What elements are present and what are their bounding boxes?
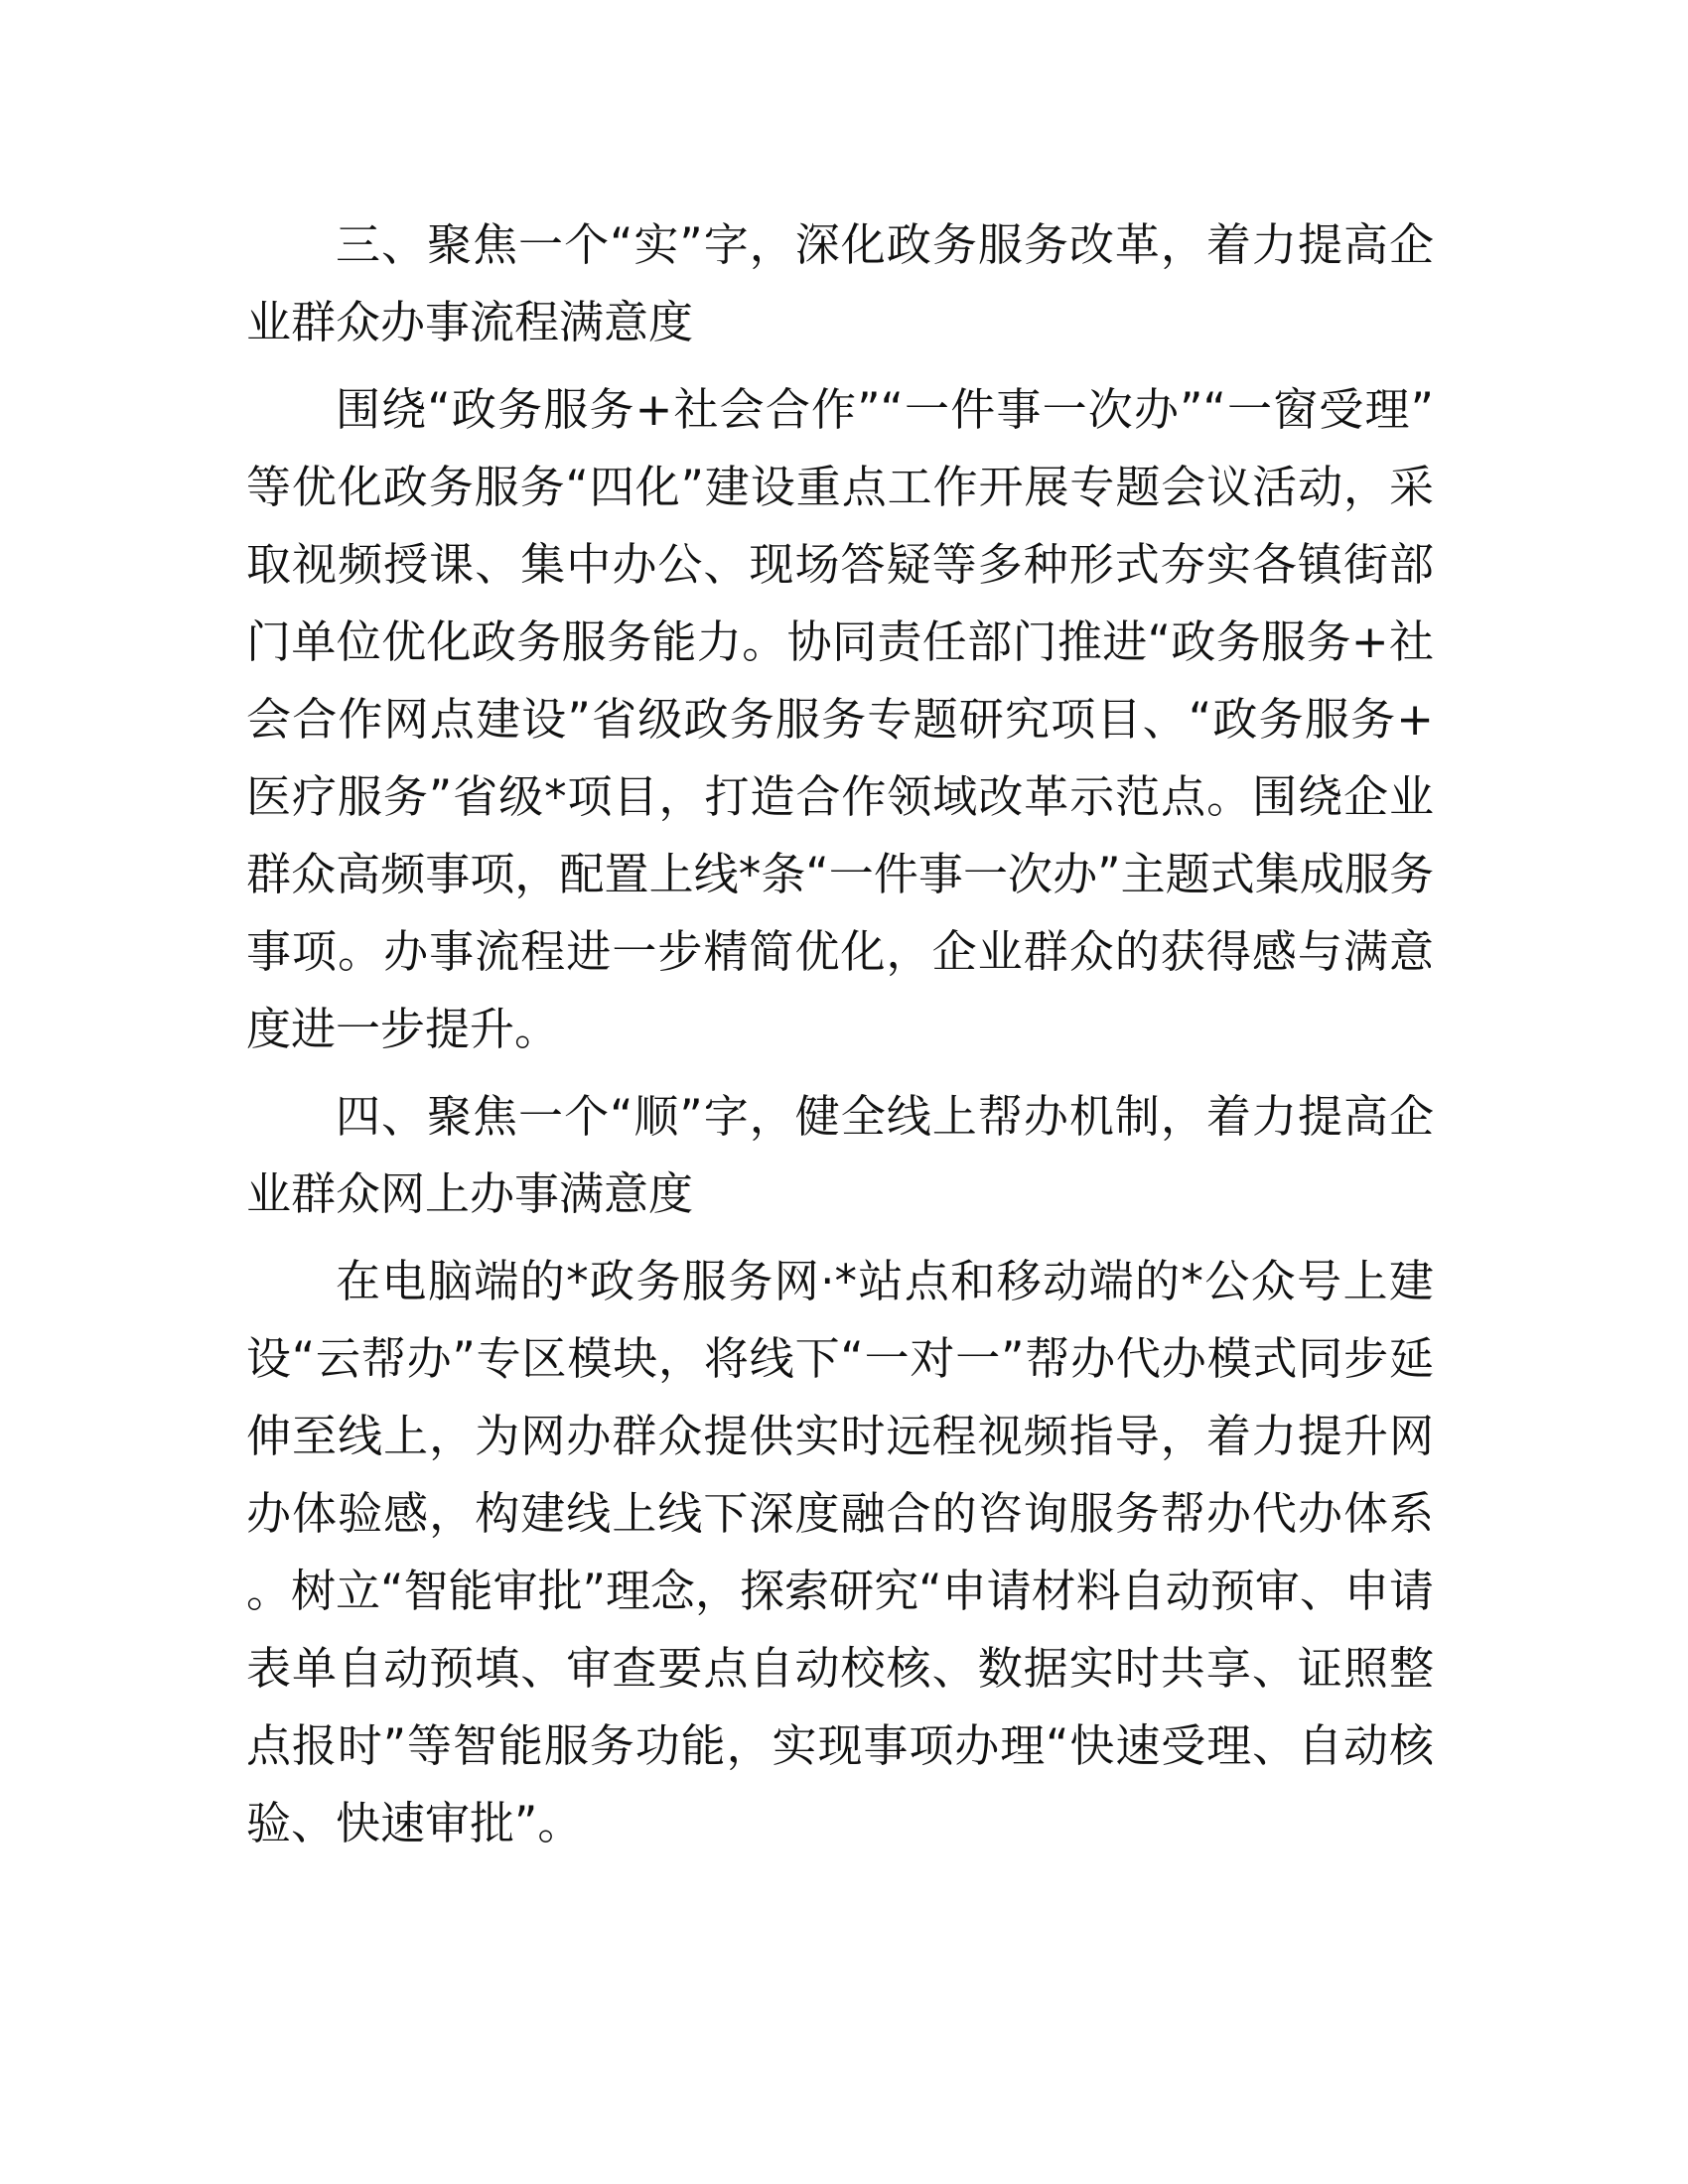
section-body-3: 围绕“政务服务+社会合作”“一件事一次办”“一窗受理”等优化政务服务“四化”建设重点工作开展专题会议活动，采取视频授课、集中办公、现场答疑等多种形式夯实各镇街部门单位优化政务服务能力。协同责任部门推进“政务服务+社会合作网点建设”省级政务服务专题研究项目、“政务服务+医疗服务”省级*项目，打造合作领域改革示范点。围绕企业群众高频事项，配置上线*条“一件事一次办”主题式集成服务事项。办事流程进一步精简优化，企业群众的获得感与满意度进一步提升。 [246, 383, 1434, 1055]
section-body-4: 在电脑端的*政务服务网·*站点和移动端的*公众号上建设“云帮办”专区模块，将线下“一对一”帮办代办模式同步延伸至线上，为网办群众提供实时远程视频指导，着力提升网办体验感，构建线上线下深度融合的咨询服务帮办代办体系。树立“智能审批”理念，探索研究“申请材料自动预审、申请表单自动预填、审查要点自动校核、数据实时共享、证照整点报时”等智能服务功能，实现事项办理“快速受理、自动核验、快速审批”。 [246, 1255, 1434, 1849]
section-heading-4: 四、聚焦一个“顺”字，健全线上帮办机制，着力提高企业群众网上办事满意度 [246, 1090, 1434, 1220]
section-heading-3: 三、聚焦一个“实”字，深化政务服务改革，着力提高企业群众办事流程满意度 [246, 218, 1434, 348]
document-body [246, 206, 1434, 1872]
